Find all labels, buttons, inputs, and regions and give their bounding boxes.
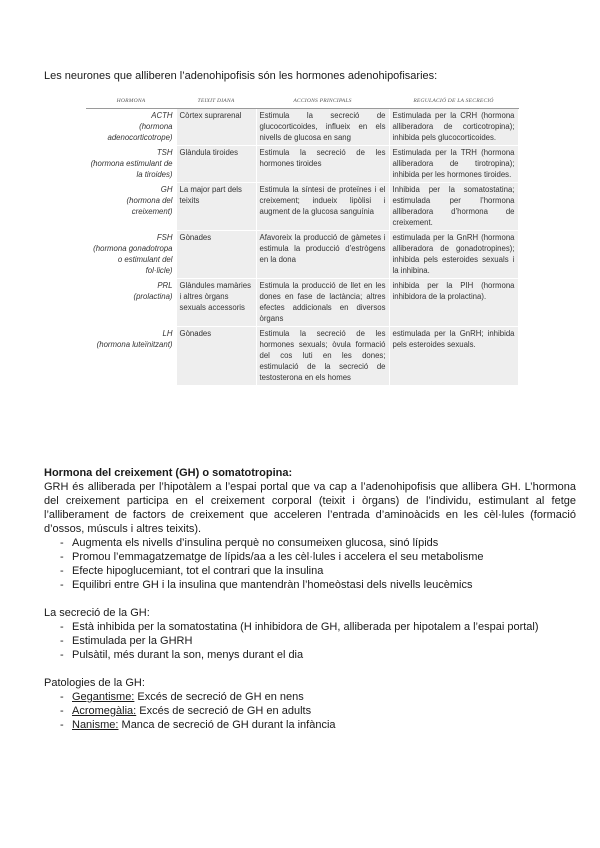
actions-cell: Estimula la síntesi de proteïnes i el creixement; indueix lipòlisi i augment de la glucosa sanguínia [256,183,389,231]
list-item: - Equilibri entre GH i la insulina que mantendràn l’homeòstasi dels nivells leucèmics [60,578,576,592]
header-target: TEIXIT DIANA [176,96,256,109]
main-content [44,466,576,732]
target-cell: Glàndula tiroides [176,146,256,183]
intro-text: Les neurones que alliberen l’adenohipofisis són les hormones adenohipofisaries: [44,70,438,82]
pathology-desc: Manca de secreció de GH durant la infància [118,719,336,731]
list-item: - Estimulada per la GHRH [60,634,576,648]
list-item [60,704,576,718]
target-cell: Glàndules mamàries i altres òrgans sexuals accessoris [176,279,256,327]
pathologies-list [44,690,576,732]
hormone-cell [86,327,176,386]
actions-cell: Estimula la secreció de les hormones tiroides [256,146,389,183]
header-regulation: REGULACIÓ DE LA SECRECIÓ [389,96,518,109]
header-hormone: HORMONA [86,96,176,109]
table-row [86,183,518,231]
table-header-row [86,96,518,109]
actions-cell: Estimula la secreció de glucocorticoides, influeix en els nivells de glucosa en sang [256,109,389,146]
pathology-desc: Excés de secreció de GH en adults [136,705,312,717]
list-item [60,690,576,704]
table-row [86,279,518,327]
hormone-abbr: GH [160,185,173,194]
regulation-cell: Inhibida per la somatostatina; estimulada per l’hormona alliberadora d’hormona de creixement. [389,183,518,231]
hormone-cell [86,279,176,327]
list-item: - Està inhibida per la somatostatina (H inhibidora de GH, alliberada per hipotalem a l’espai portal) [60,620,576,634]
regulation-cell: inhibida per la PIH (hormona inhibidora de la prolactina). [389,279,518,327]
hormone-name: (hormona adenocorticotrope) [107,122,173,142]
hormone-abbr: TSH [156,148,173,157]
pathologies-title: Patologies de la GH: [44,677,145,689]
actions-cell: Afavoreix la producció de gàmetes i estimula la producció d’estrògens en la dona [256,231,389,279]
gh-paragraph: GRH és alliberada per l’hipotàlem a l’espai portal que va cap a l’adenohipofisis que allibera GH. L’hormona del creixement participa en el creixement corporal (teixit i òrgans) de l’individu, estimulant al fetge l’alliberament de factors de creixement que acceleren l’entrada d’aminoàcids en les cèl·lules (formació d’ossos, músculs i altres teixits). [44,481,576,535]
hormone-name: (hormona estimulant de la tiroides) [90,159,173,179]
list-item: - Efecte hipoglucemiant, tot el contrari que la insulina [60,564,576,578]
hormone-cell [86,146,176,183]
pathology-desc: Excés de secreció de GH en nens [134,691,304,703]
hormone-name: (hormona luteïnitzant) [96,340,173,349]
table-row [86,327,518,386]
hormone-table [86,96,519,386]
secretion-list [44,620,576,662]
regulation-cell: estimulada per la GnRH; inhibida pels esteroides sexuals. [389,327,518,386]
table-row [86,109,518,146]
table-row [86,146,518,183]
actions-cell: Estimula la secreció de les hormones sexuals; òvula formació del cos luti en les dones; estimulació de la secreció de testosterona en els homes [256,327,389,386]
hormone-cell [86,109,176,146]
gh-heading: Hormona del creixement (GH) o somatotropina: [44,467,293,479]
pathology-term: Nanisme: [72,719,119,731]
gh-effects-list [44,536,576,592]
header-actions: ACCIONS PRINCIPALS [256,96,389,109]
regulation-cell: estimulada per la GnRH (hormona alliberadora de gonadotropines); inhibida pels esteroides sexuals i la inhibina. [389,231,518,279]
hormone-table-figure [86,96,518,386]
target-cell: Gònades [176,327,256,386]
pathology-term: Acromegàlia: [72,705,137,717]
target-cell: La major part dels teixits [176,183,256,231]
actions-cell: Estimula la producció de llet en les dones en fase de lactància; altres efectes addicionals en diversos òrgans [256,279,389,327]
hormone-name: (hormona del creixement) [126,196,173,216]
list-item: - Augmenta els nivells d’insulina perquè no consumeixen glucosa, sinó lípids [60,536,576,550]
hormone-cell [86,183,176,231]
hormone-abbr: LH [162,329,173,338]
list-item: - Pulsàtil, més durant la son, menys durant el dia [60,648,576,662]
pathology-term: Gegantisme: [72,691,135,703]
regulation-cell: Estimulada per la CRH (hormona alliberadora de corticotropina); inhibida pels glucocorticoides. [389,109,518,146]
hormone-name: (hormona gonadotropa o estimulant del fol·licle) [93,244,173,275]
list-item: - Promou l’emmagatzematge de lípids/aa a les cèl·lules i accelera el seu metabolisme [60,550,576,564]
table-row [86,231,518,279]
hormone-name: (prolactina) [133,292,173,301]
secretion-title: La secreció de la GH: [44,607,150,619]
hormone-abbr: PRL [157,281,173,290]
list-item [60,718,576,732]
target-cell: Còrtex suprarenal [176,109,256,146]
hormone-abbr: ACTH [151,111,173,120]
hormone-abbr: FSH [156,233,173,242]
regulation-cell: Estimulada per la TRH (hormona alliberadora de tirotropina); inhibida per les hormones tiroides. [389,146,518,183]
hormone-cell [86,231,176,279]
target-cell: Gònades [176,231,256,279]
